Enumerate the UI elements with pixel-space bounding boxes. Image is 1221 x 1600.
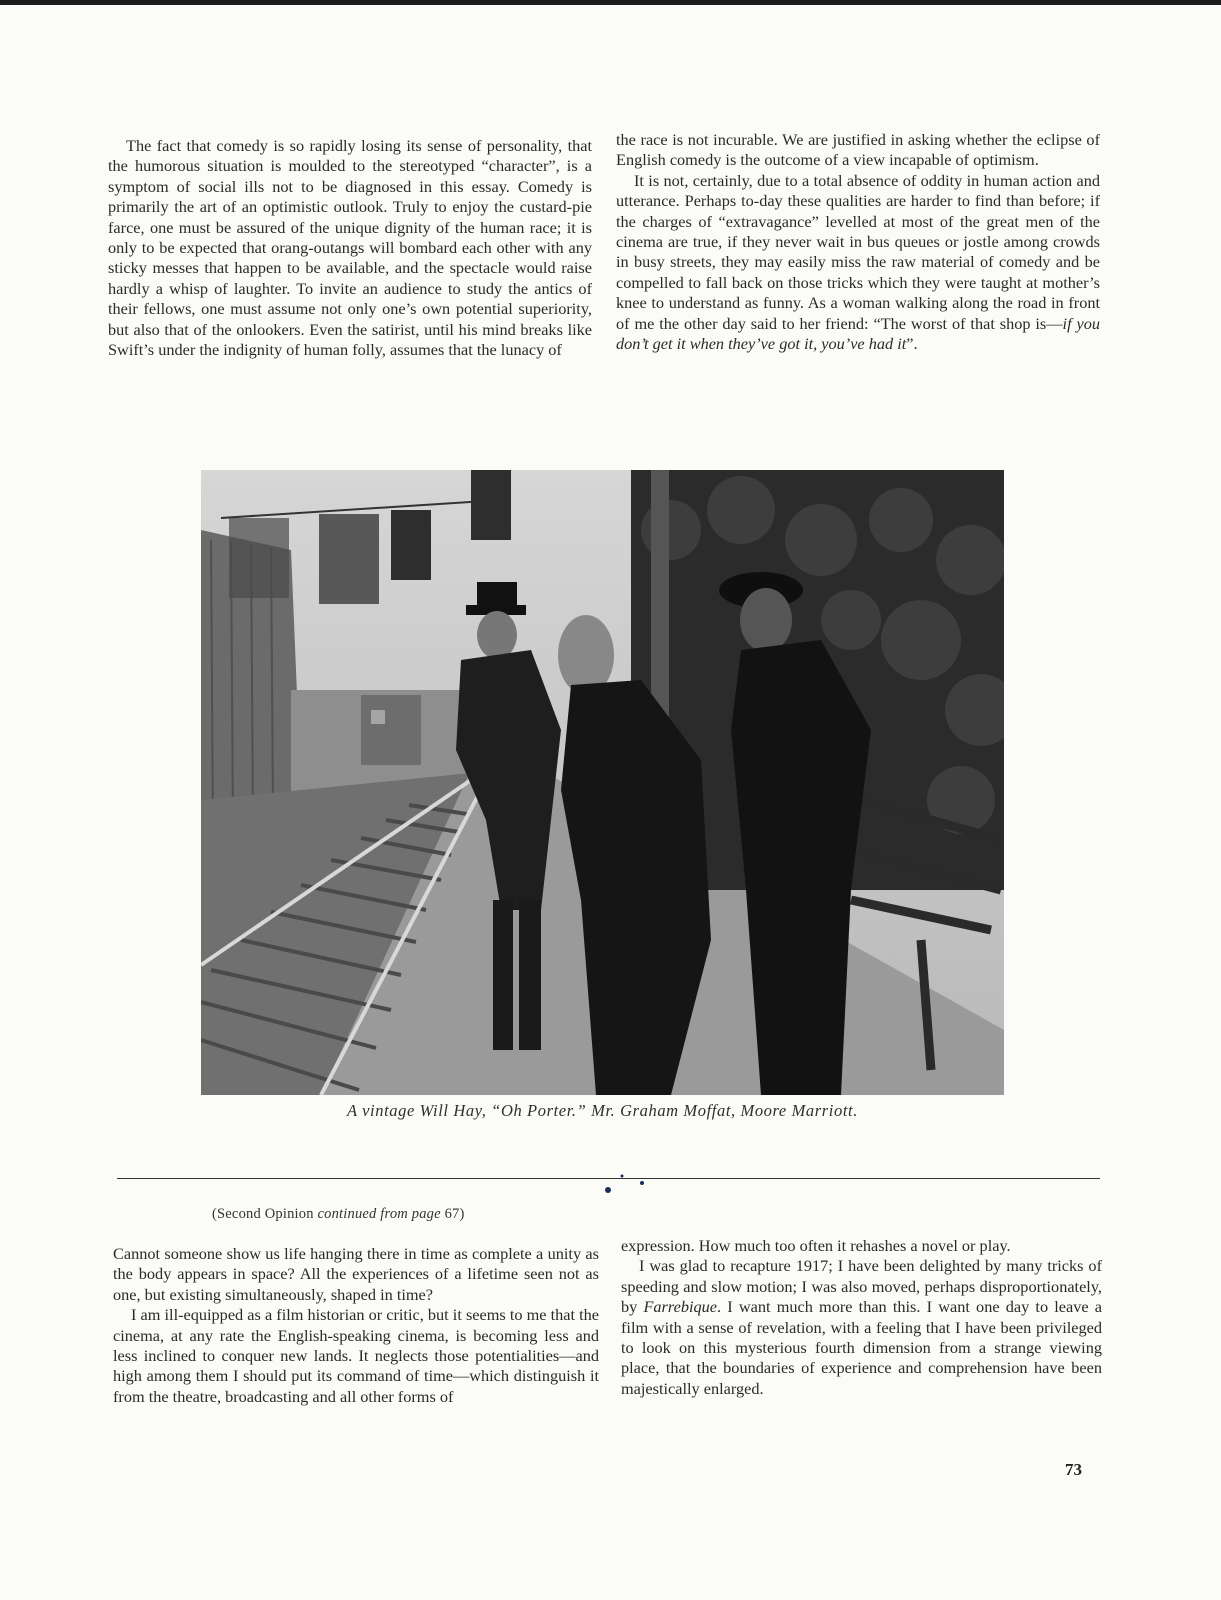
article-paragraph bbox=[616, 171, 1100, 355]
page-number: 73 bbox=[1065, 1460, 1082, 1479]
continuation-label bbox=[212, 1206, 465, 1223]
label-italic: continued from page bbox=[317, 1206, 441, 1222]
paragraph-text: It is not, certainly, due to a total absence of oddity in human action and utterance. Perhaps to-day these qualities are harder to find than before; if the charges of “extravagance” levelled at most of the great men of the cinema are true, if they never wait in bus queues or jostle among crowds in busy streets, they may easily miss the raw material of comedy and be compelled to fall back on those tricks which they were taught at mother’s knee to understand as funny. As a woman walking along the road in front of me the other day said to her friend: “The worst of that shop is— bbox=[616, 170, 1100, 333]
article-paragraph: The fact that comedy is so rapidly losing its sense of personality, that the humorous situation is moulded to the stereotyped “character”, is a symptom of social ills not to be diagnosed in this essay. Comedy is primarily the art of an optimistic outlook. Truly to enjoy the custard-pie farce, one must be assured of the unique dignity of the human race; it is only to be expected that orang-outangs will bombard each other with any sticky messes that happen to be available, and the spectacle would raise hardly a whisp of laughter. To invite an audience to study the antics of their fellows, one must assume not only one’s own potential superiority, but also that of the onlookers. Even the satirist, until his mind breaks like Swift’s under the indignity of human folly, assumes that the lunacy of bbox=[108, 136, 592, 360]
second-opinion-column-right bbox=[621, 1236, 1102, 1399]
film-title-italic: Farrebique bbox=[643, 1297, 718, 1317]
article-paragraph bbox=[621, 1256, 1102, 1399]
paragraph-text: . I want much more than this. I want one day to leave a film with a sense of revelation, with a feeling that I have been privileged to look on this mysterious fourth dimension from a strange viewing place, that the boundaries of experience and comprehension have been majestically enlarged. bbox=[621, 1297, 1103, 1398]
article-column-right bbox=[616, 130, 1100, 354]
article-paragraph: Cannot someone show us life hanging there in time as complete a unity as the body appears in space? All the experiences of a lifetime seen not as one, but existing simultaneously, shaped in time? bbox=[113, 1244, 599, 1304]
second-opinion-column-left bbox=[113, 1244, 599, 1407]
article-column-left bbox=[108, 136, 592, 360]
photo-caption: A vintage Will Hay, “Oh Porter.” Mr. Graham Moffat, Moore Marriott. bbox=[347, 1101, 858, 1120]
italic-quote: if you don’t get it when they’ve got it, you’ve had it bbox=[616, 313, 1100, 354]
article-paragraph: I am ill-equipped as a film historian or critic, but it seems to me that the cinema, at any rate the English-speaking cinema, is becoming less and less inclined to conquer new lands. It neglects those potentialities—and high among them I should put its command of time—which distinguish it from the theatre, broadcasting and all other forms of bbox=[113, 1305, 599, 1406]
scan-top-edge bbox=[0, 0, 1221, 5]
film-still-photo bbox=[201, 470, 1004, 1095]
paragraph-text: I was glad to recapture 1917; I have been delighted by many tricks of speeding and slow motion; I was also moved, perhaps disproportionately, by bbox=[621, 1256, 1102, 1317]
article-paragraph: expression. How much too often it rehashes a novel or play. bbox=[621, 1236, 1011, 1255]
divider-ornament bbox=[600, 1168, 660, 1198]
article-paragraph: the race is not incurable. We are justified in asking whether the eclipse of English comedy is the outcome of a view incapable of optimism. bbox=[616, 130, 1100, 170]
paragraph-text: ”. bbox=[906, 334, 918, 354]
label-text: 67) bbox=[440, 1206, 465, 1222]
label-text: (Second Opinion bbox=[212, 1206, 318, 1222]
